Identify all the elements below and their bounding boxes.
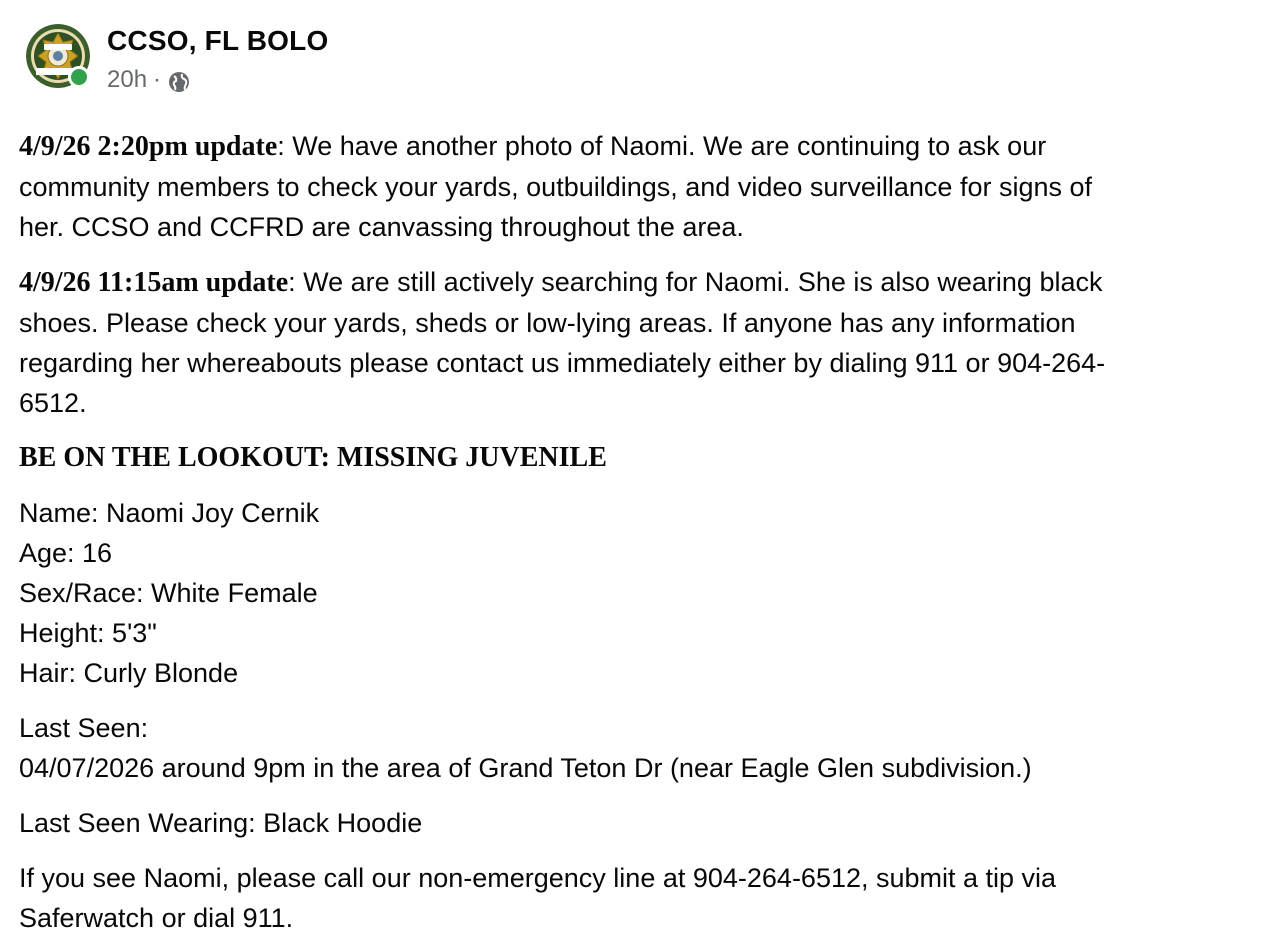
meta-separator: · <box>153 66 162 93</box>
post-meta <box>107 65 191 95</box>
detail-line: Hair: Curly Blonde <box>19 658 239 688</box>
update-label: 4/9/26 2:20pm update <box>19 131 278 162</box>
update-text: shoes. Please check your yards, sheds or low-lying areas. If anyone has any information <box>19 308 1076 338</box>
globe-icon[interactable] <box>167 70 191 94</box>
call-to-action-line: If you see Naomi, please call our non-emergency line at 904-264-6512, submit a tip via <box>19 863 1057 893</box>
last-seen-label: Last Seen: <box>19 713 149 743</box>
detail-line: Sex/Race: White Female <box>19 578 318 608</box>
bolo-heading: BE ON THE LOOKOUT: MISSING JUVENILE <box>19 442 607 473</box>
page-name[interactable]: CCSO, FL BOLO <box>107 25 329 56</box>
update-text: : We have another photo of Naomi. We are continuing to ask our <box>277 131 1047 161</box>
call-to-action-line: Saferwatch or dial 911. <box>19 903 294 928</box>
update-text: : We are still actively searching for Naomi. She is also wearing black <box>288 267 1103 297</box>
detail-line: Age: 16 <box>19 538 113 568</box>
last-seen-wearing: Last Seen Wearing: Black Hoodie <box>19 808 423 838</box>
detail-line: Name: Naomi Joy Cernik <box>19 498 320 528</box>
update-text: her. CCSO and CCFRD are canvassing throughout the area. <box>19 212 744 242</box>
last-seen-value: 04/07/2026 around 9pm in the area of Grand Teton Dr (near Eagle Glen subdivision.) <box>19 753 1032 783</box>
update-label: 4/9/26 11:15am update <box>19 267 289 298</box>
online-status-dot <box>68 66 90 88</box>
update-text: community members to check your yards, outbuildings, and video surveillance for signs of <box>19 172 1092 202</box>
detail-line: Height: 5'3" <box>19 618 157 648</box>
update-text: 6512. <box>19 388 87 418</box>
post-header <box>26 24 626 93</box>
post-timestamp[interactable]: 20h <box>107 66 148 93</box>
post-body <box>19 111 1264 928</box>
update-text: regarding her whereabouts please contact us immediately either by dialing 911 or 904-264- <box>19 348 1106 378</box>
